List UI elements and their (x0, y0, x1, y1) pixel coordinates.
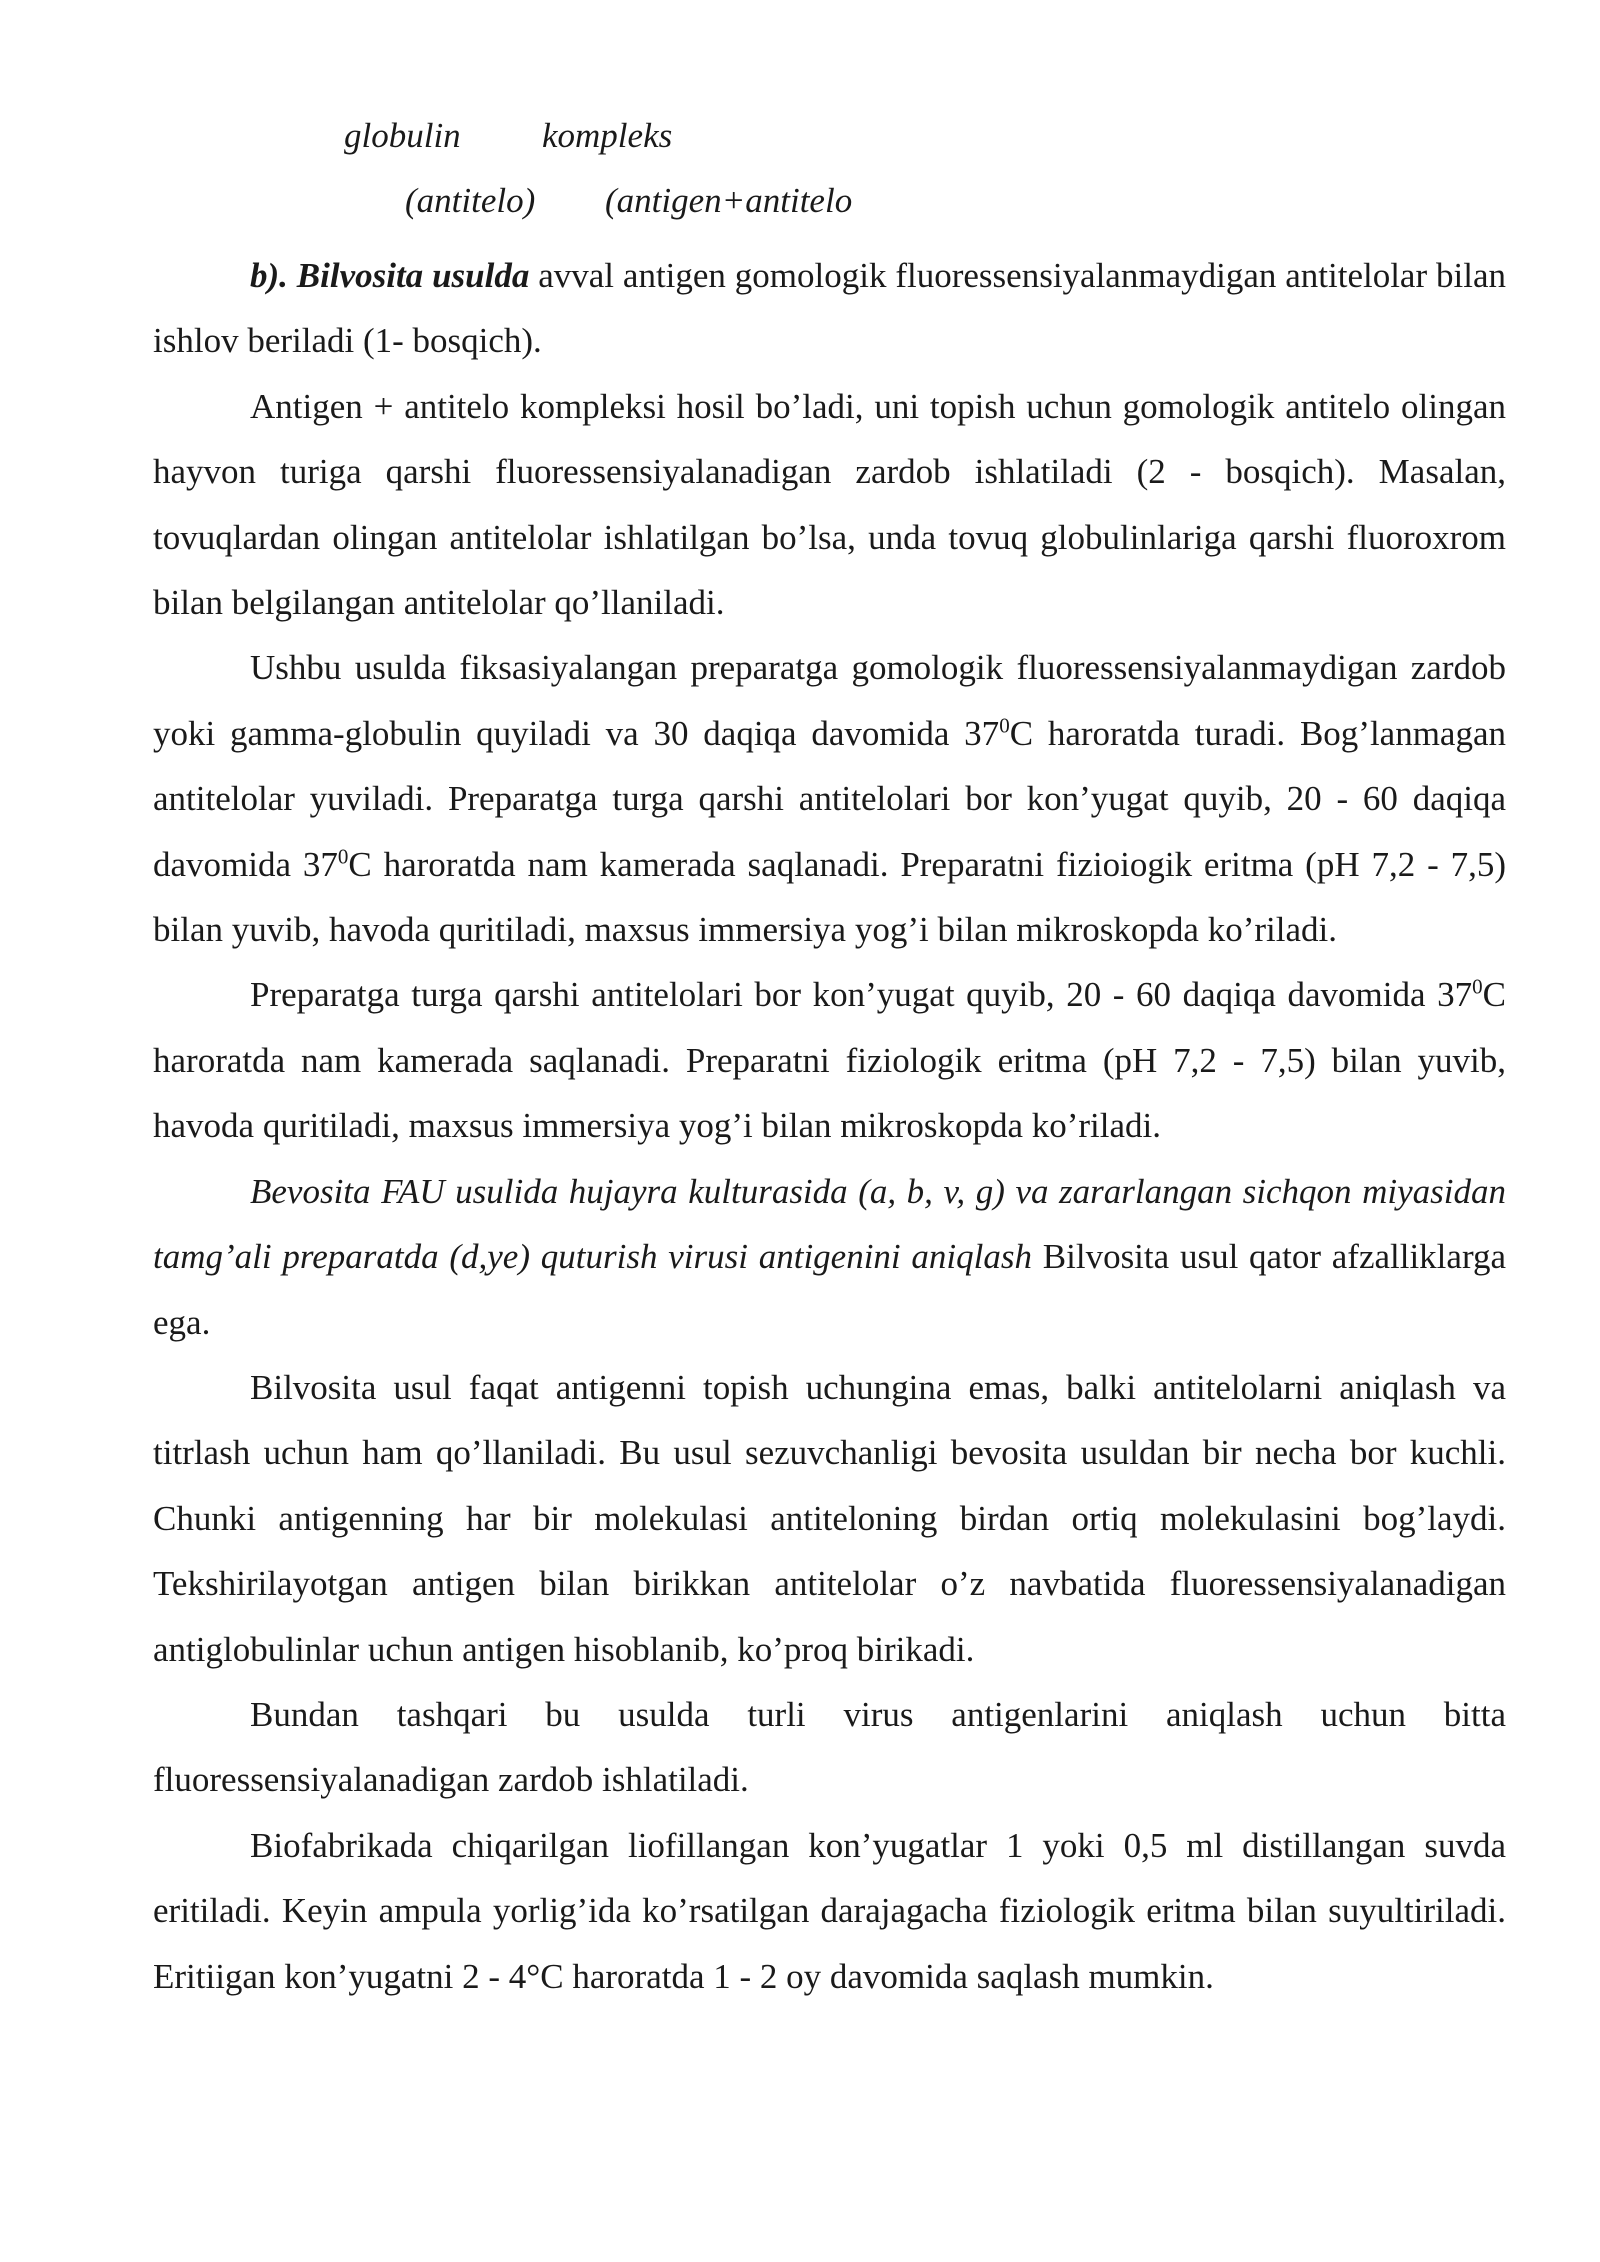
paragraph-bilvosita: b). Bilvosita usulda avval antigen gomologik fluoressensiyalanmaydigan antitelolar bilan ishlov beriladi (1- bosqich). (153, 256, 1506, 361)
paragraph-method: Ushbu usulda fiksasiyalangan preparatga gomologik fluoressensiyalanmaydigan zardob yoki gamma-globulin quyiladi va 30 daqiqa davomida $37^0C$ haroratda turadi. Bog’lanmagan antitelolar yuviladi. Preparatga turga qarshi antitelolari bor kon’yugat quyib, 20 - 60 daqiqa davomida $37^0C$ haroratda nam kamerada saqlanadi. Preparatni fizioiogik eritma (pH 7,2 - 7,5) bilan yuvib, havoda quritiladi, maxsus immersiya yog’i bilan mikroskopda ko’riladi. (153, 648, 1506, 950)
formula-globulin: globulin (344, 116, 461, 155)
paragraph-lead: b). Bilvosita usulda (250, 256, 530, 295)
paragraph-fau: Bevosita FAU usulida hujayra kulturasida (a, b, v, g) va zararlangan sichqon miyasidan tamg’ali preparatda (d,ye) quturish virusi antigenini aniqlash Bilvosita usul qator afzalliklarga ega. (153, 1171, 1506, 1342)
formula-kompleks: kompleks (542, 116, 673, 155)
degree-superscript: 0 (999, 713, 1010, 738)
paragraph-conjugate: Preparatga turga qarshi antitelolari bor kon’yugat quyib, 20 - 60 daqiqa davomida $37^0C$ haroratda nam kamerada saqlanadi. Preparatni fiziologik eritma (pH 7,2 - 7,5) bilan yuvib, havoda quritiladi, maxsus immersiya yog’i bilan mikroskopda ko’riladi. (153, 974, 1506, 1146)
paragraph-virus-antigens: Bundan tashqari bu usulda turli virus antigenlarini aniqlash uchun bitta fluoressensiyalanadigan zardob ishlatiladi. (153, 1694, 1506, 1800)
paragraph-complex: Antigen + antitelo kompleksi hosil bo’ladi, uni topish uchun gomologik antitelo olingan hayvon turiga qarshi fluoressensiyalanadigan zardob ishlatiladi (2 - bosqich). Masalan, tovuqlardan olingan antitelolar ishlatilgan bo’lsa, unda tovuq globulinlariga qarshi fluoroxrom bilan belgilangan antitelolar qo’llaniladi. (153, 386, 1506, 623)
degree-superscript: 0 (1472, 974, 1483, 999)
paragraph-advantages: Bilvosita usul faqat antigenni topish uchungina emas, balki antitelolarni aniqlash va titrlash uchun ham qo’llaniladi. Bu usul sezuvchanligi bevosita usuldan bir necha bor kuchli. Chunki antigenning har bir molekulasi antiteloning birdan ortiq molekulasini bog’laydi. Tekshirilayotgan antigen bilan birikkan antitelolar o’z navbatida fluoressensiyalanadigan antiglobulinlar uchun antigen hisoblanib, ko’proq birikadi. (153, 1367, 1506, 1669)
formula-antitelo: (antitelo) (405, 181, 536, 220)
body-text (153, 243, 1506, 2009)
italic-caption: Bevosita FAU usulida hujayra kulturasida (a, b, v, g) va zararlangan sichqon miyasidan tamg’ali preparatda (d,ye) quturish virusi antigenini aniqlash (153, 1171, 1506, 1277)
paragraph-biofabrika: Biofabrikada chiqarilgan liofillangan kon’yugatlar 1 yoki 0,5 ml distillangan suvda eritiladi. Keyin ampula yorlig’ida ko’rsatilgan darajagacha fiziologik eritma bilan suyultiriladi. Eritiigan kon’yugatni 2 - 4°C haroratda 1 - 2 oy davomida saqlash mumkin. (153, 1825, 1506, 1996)
formula-antigen-antitelo: (antigen+antitelo (605, 181, 853, 220)
degree-superscript: 0 (337, 844, 349, 869)
